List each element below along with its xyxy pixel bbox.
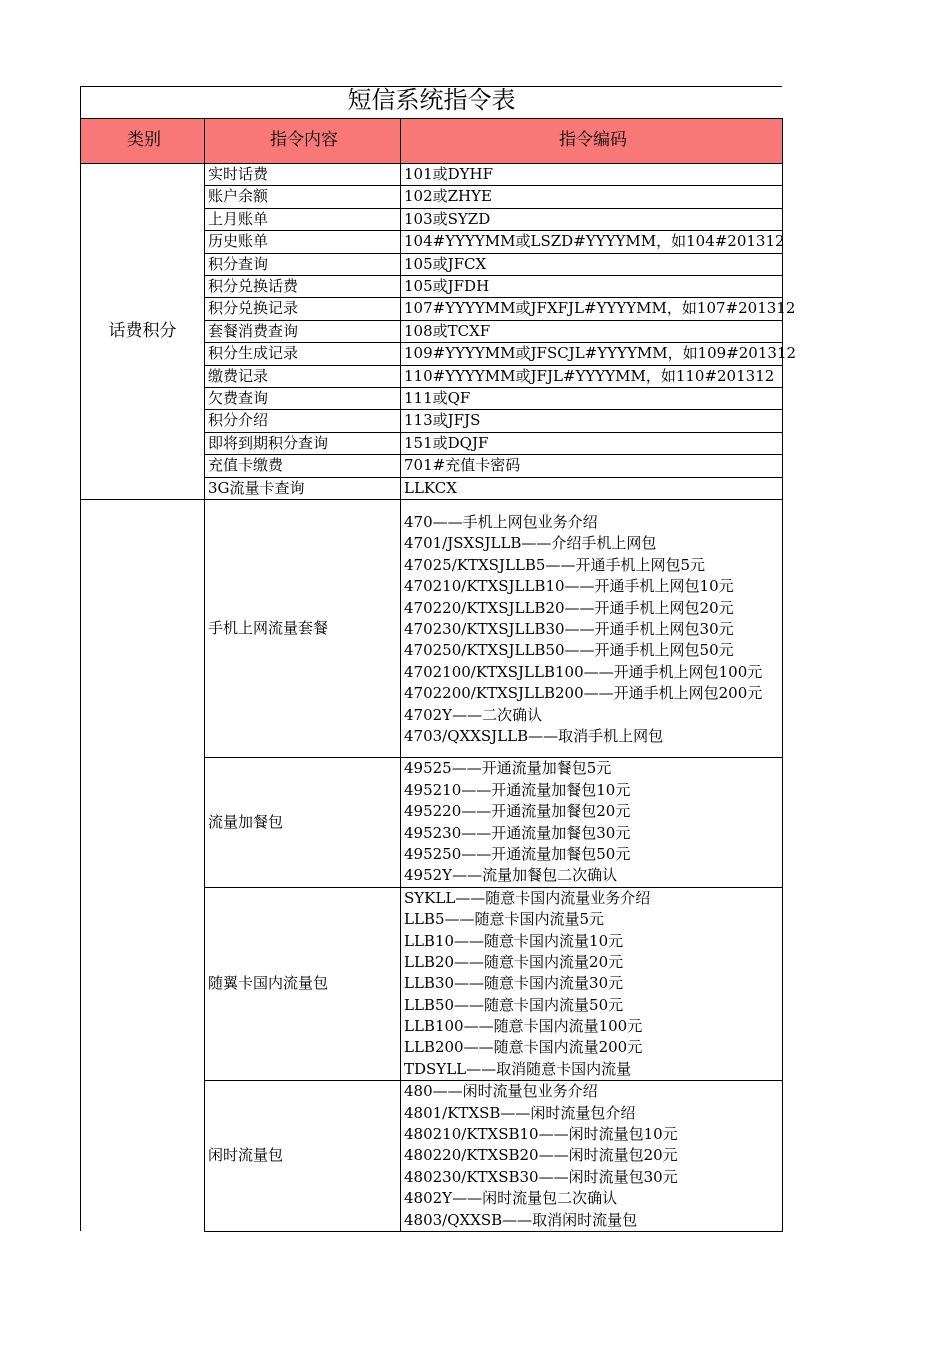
- content-cell: 积分介绍: [205, 410, 401, 432]
- code-line: 495220——开通流量加餐包20元: [404, 802, 631, 821]
- command-table: [80, 118, 797, 1232]
- code-line: 47025/KTXSJLLB5——开通手机上网包5元: [404, 555, 705, 574]
- code-block-cell: [401, 1081, 783, 1232]
- block-row: [81, 500, 783, 758]
- code-block-cell: [401, 758, 783, 887]
- code-cell: 151或DQJF: [401, 432, 783, 454]
- content-cell: 积分兑换记录: [205, 298, 401, 320]
- code-line: LLB20——随意卡国内流量20元: [404, 952, 624, 971]
- code-line: 495250——开通流量加餐包50元: [404, 844, 631, 863]
- content-cell: 上月账单: [205, 208, 401, 230]
- code-line: 470——手机上网包业务介绍: [404, 513, 598, 532]
- content-cell: 积分生成记录: [205, 343, 401, 365]
- code-line: 4702Y——二次确认: [404, 705, 543, 724]
- code-line: 470250/KTXSJLLB50——开通手机上网包50元: [404, 641, 734, 660]
- code-cell: 104#YYYYMM或LSZD#YYYYMM，如104#201312: [401, 231, 783, 253]
- content-cell: 套餐消费查询: [205, 320, 401, 342]
- code-line: 470230/KTXSJLLB30——开通手机上网包30元: [404, 620, 734, 639]
- sheet-title: 短信系统指令表: [80, 86, 782, 118]
- table-row: [81, 164, 783, 186]
- code-line: 480220/KTXSB20——闲时流量包20元: [404, 1146, 678, 1165]
- code-line: 4703/QXXSJLLB——取消手机上网包: [404, 727, 664, 745]
- code-line: 49525——开通流量加餐包5元: [404, 759, 612, 778]
- code-cell: 107#YYYYMM或JFXFJL#YYYYMM，如107#201312: [401, 298, 783, 320]
- code-block-cell: [401, 887, 783, 1081]
- code-line: 4803/QXXSB——取消闲时流量包: [404, 1210, 638, 1229]
- code-line: LLB200——随意卡国内流量200元: [404, 1038, 643, 1057]
- category-cell-empty: [81, 500, 205, 1232]
- category-cell: 话费积分: [81, 164, 205, 500]
- content-cell: 闲时流量包: [205, 1081, 401, 1232]
- content-cell: 即将到期积分查询: [205, 432, 401, 454]
- code-block-cell: [401, 500, 783, 758]
- header-category: 类别: [81, 119, 205, 164]
- content-cell: 账户余额: [205, 186, 401, 208]
- header-row: [81, 119, 783, 164]
- code-cell: 111或QF: [401, 388, 783, 410]
- code-cell: 103或SYZD: [401, 208, 783, 230]
- code-cell: 105或JFCX: [401, 253, 783, 275]
- code-line: 4702200/KTXSJLLB200——开通手机上网包200元: [404, 684, 763, 703]
- code-line: 4701/JSXSJLLB——介绍手机上网包: [404, 534, 657, 553]
- code-cell: LLKCX: [401, 477, 783, 499]
- code-line: 495230——开通流量加餐包30元: [404, 823, 631, 842]
- content-cell: 随翼卡国内流量包: [205, 887, 401, 1081]
- content-cell: 欠费查询: [205, 388, 401, 410]
- code-line: 480——闲时流量包业务介绍: [404, 1082, 598, 1101]
- header-code: 指令编码: [401, 119, 783, 164]
- code-line: TDSYLL——取消随意卡国内流量: [404, 1059, 632, 1078]
- code-line: LLB100——随意卡国内流量100元: [404, 1017, 643, 1036]
- code-cell: 101或DYHF: [401, 164, 783, 186]
- code-cell: 701#充值卡密码: [401, 455, 783, 477]
- content-cell: 实时话费: [205, 164, 401, 186]
- code-cell: 108或TCXF: [401, 320, 783, 342]
- code-line: 470210/KTXSJLLB10——开通手机上网包10元: [404, 577, 734, 596]
- code-cell: 113或JFJS: [401, 410, 783, 432]
- code-line: SYKLL——随意卡国内流量业务介绍: [404, 888, 651, 907]
- code-cell: 102或ZHYE: [401, 186, 783, 208]
- content-cell: 历史账单: [205, 231, 401, 253]
- code-line: 4702100/KTXSJLLB100——开通手机上网包100元: [404, 662, 763, 681]
- code-line: 480230/KTXSB30——闲时流量包30元: [404, 1167, 678, 1186]
- code-cell: 105或JFDH: [401, 276, 783, 298]
- code-line: 4952Y——流量加餐包二次确认: [404, 866, 618, 885]
- content-cell: 积分兑换话费: [205, 276, 401, 298]
- content-cell: 流量加餐包: [205, 758, 401, 887]
- content-cell: 手机上网流量套餐: [205, 500, 401, 758]
- code-line: 4801/KTXSB——闲时流量包介绍: [404, 1103, 636, 1122]
- code-line: LLB5——随意卡国内流量5元: [404, 910, 605, 929]
- code-line: LLB10——随意卡国内流量10元: [404, 931, 624, 950]
- code-cell: 110#YYYYMM或JFJL#YYYYMM，如110#201312: [401, 365, 783, 387]
- code-line: LLB50——随意卡国内流量50元: [404, 995, 624, 1014]
- code-line: 480210/KTXSB10——闲时流量包10元: [404, 1125, 678, 1144]
- content-cell: 积分查询: [205, 253, 401, 275]
- code-line: 495210——开通流量加餐包10元: [404, 780, 631, 799]
- code-cell: 109#YYYYMM或JFSCJL#YYYYMM，如109#201312: [401, 343, 783, 365]
- content-cell: 缴费记录: [205, 365, 401, 387]
- content-cell: 充值卡缴费: [205, 455, 401, 477]
- code-line: 470220/KTXSJLLB20——开通手机上网包20元: [404, 598, 734, 617]
- header-content: 指令内容: [205, 119, 401, 164]
- content-cell: 3G流量卡查询: [205, 477, 401, 499]
- code-line: LLB30——随意卡国内流量30元: [404, 974, 624, 993]
- code-line: 4802Y——闲时流量包二次确认: [404, 1189, 618, 1208]
